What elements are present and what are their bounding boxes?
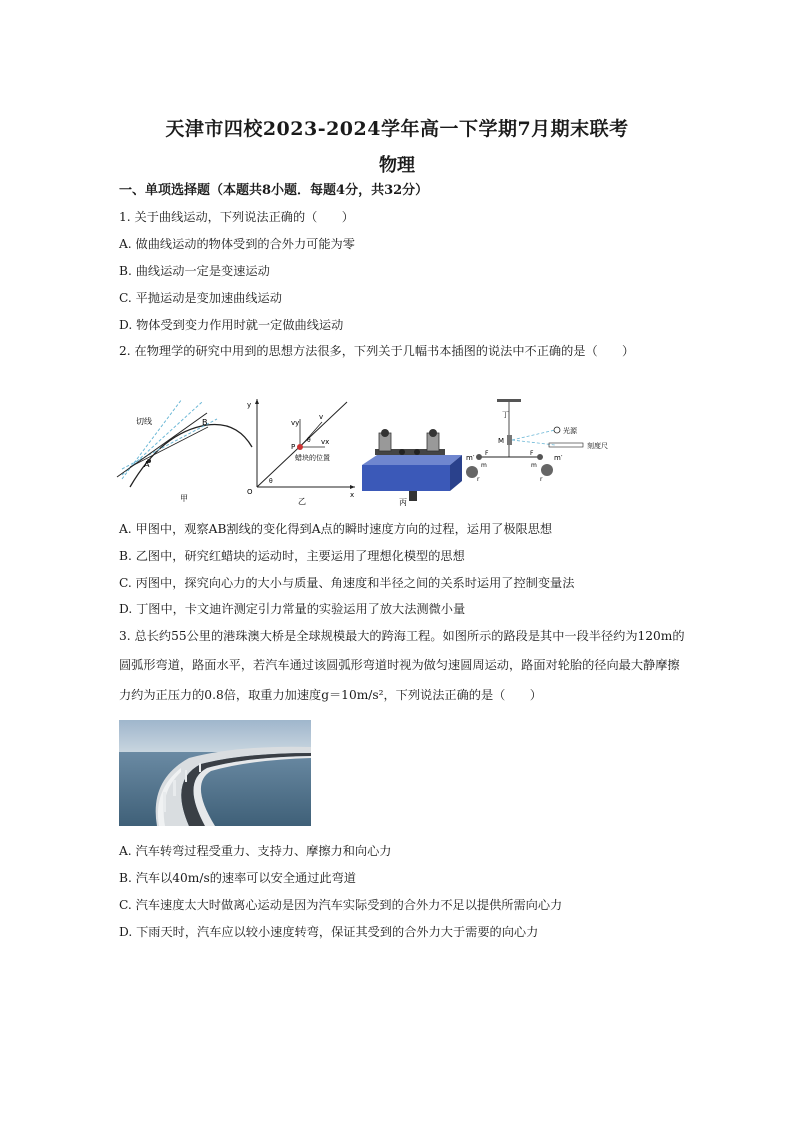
- label-mass-right: m′: [554, 454, 563, 462]
- q2-option-b: B. 乙图中，研究红蜡块的运动时，主要运用了理想化模型的思想: [119, 549, 465, 563]
- label-jia: 甲: [180, 494, 188, 503]
- label-v: v: [319, 413, 324, 421]
- label-x-axis: x: [350, 491, 355, 499]
- label-small-m-left: m: [481, 462, 487, 469]
- q2-stem: 2. 在物理学的研究中用到的思想方法很多，下列关于几幅书本插图的说法中不正确的是（ ）: [119, 344, 635, 358]
- q3-option-c: C. 汽车速度太大时做离心运动是因为汽车实际受到的合外力不足以提供所需向心力: [119, 898, 563, 912]
- label-small-m-right: m: [531, 462, 537, 469]
- label-mass-left: m′: [466, 454, 475, 462]
- label-f-right: F: [530, 450, 534, 457]
- label-point-a: A: [144, 460, 150, 469]
- q1-stem: 1. 关于曲线运动，下列说法正确的（ ）: [119, 210, 354, 224]
- q3-option-b: B. 汽车以40m/s的速率可以安全通过此弯道: [119, 871, 356, 885]
- label-wax-position: 蜡块的位置: [295, 454, 330, 462]
- q2-option-a: A. 甲图中，观察AB割线的变化得到A点的瞬时速度方向的过程，运用了极限思想: [119, 522, 553, 536]
- label-f-left: F: [485, 450, 489, 457]
- label-theta-upper: θ: [307, 437, 311, 444]
- label-scale: 刻度尺: [587, 442, 608, 450]
- q1-option-c: C. 平抛运动是变加速曲线运动: [119, 291, 282, 305]
- label-ding: 丁: [502, 411, 509, 419]
- q3-stem-line-1: 3. 总长约55公里的港珠澳大桥是全球规模最大的跨海工程。如图所示的路段是其中一段半径约为120m的: [119, 629, 685, 643]
- label-theta-lower: θ: [269, 478, 273, 485]
- bridge-photo: [119, 720, 311, 826]
- label-light-source: 光源: [563, 427, 577, 435]
- q2-option-d: D. 丁图中，卡文迪许测定引力常量的实验运用了放大法测微小量: [119, 602, 466, 616]
- q1-option-a: A. 做曲线运动的物体受到的合外力可能为零: [119, 237, 355, 251]
- label-bing: 丙: [399, 498, 407, 507]
- label-mirror: M: [498, 437, 505, 445]
- label-origin: O: [247, 488, 253, 496]
- label-vx: vx: [321, 438, 330, 446]
- label-point-b: B: [202, 418, 208, 427]
- label-p: P: [291, 443, 296, 451]
- figure-ding: [467, 397, 627, 507]
- q3-option-d: D. 下雨天时，汽车应以较小速度转弯，保证其受到的合外力大于需要的向心力: [119, 925, 539, 939]
- figure-yi: [247, 397, 357, 507]
- q1-option-d: D. 物体受到变力作用时就一定做曲线运动: [119, 318, 344, 332]
- label-r-left: r: [477, 476, 480, 483]
- label-tangent: 切线: [136, 417, 152, 426]
- label-yi: 乙: [298, 497, 306, 506]
- q2-option-c: C. 丙图中，探究向心力的大小与质量、角速度和半径之间的关系时运用了控制变量法: [119, 576, 575, 590]
- q3-stem-line-2: 圆弧形弯道，路面水平，若汽车通过该圆弧形弯道时视为做匀速圆周运动，路面对轮胎的径向最大静摩擦: [119, 658, 680, 672]
- exam-title: 天津市四校2023-2024学年高一下学期7月期末联考: [165, 118, 629, 140]
- bridge-photo-image: [119, 720, 311, 826]
- figure-bing: [357, 427, 467, 507]
- exam-subject: 物理: [379, 155, 415, 176]
- q2-figure-row: [112, 397, 682, 507]
- section-heading: 一、单项选择题（本题共8小题．每题4分，共32分）: [119, 183, 429, 198]
- q1-option-b: B. 曲线运动一定是变速运动: [119, 264, 270, 278]
- label-y-axis: y: [247, 401, 252, 409]
- label-r-right: r: [540, 476, 543, 483]
- figure-jia: [112, 397, 252, 507]
- label-vy: vy: [291, 419, 300, 427]
- q3-option-a: A. 汽车转弯过程受重力、支持力、摩擦力和向心力: [119, 844, 392, 858]
- q3-stem-line-3: 力约为正压力的0.8倍，取重力加速度g＝10m/s²，下列说法正确的是（ ）: [119, 688, 542, 702]
